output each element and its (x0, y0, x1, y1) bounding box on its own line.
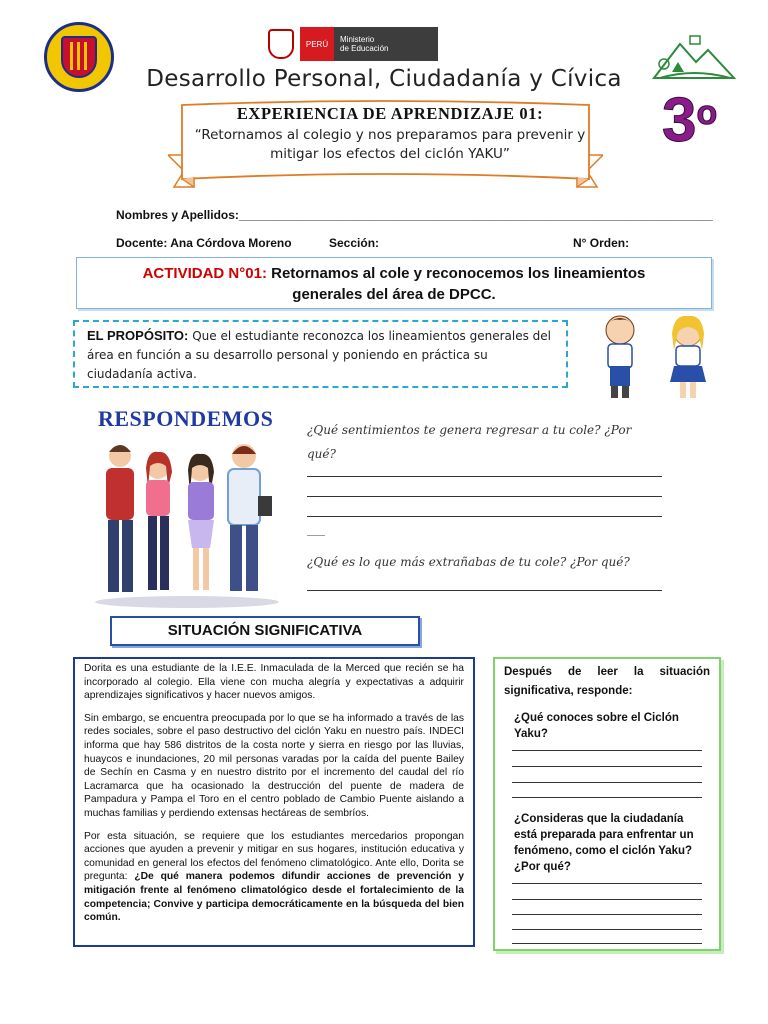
answer-line[interactable] (512, 766, 702, 767)
situation-paragraph-1: Dorita es una estudiante de la I.E.E. Inmaculada de la Merced que recién se ha incorporado al colegio. Ella viene con mucha alegría y expectativas a adquirir aprendizajes significativos y hacer nuevos amigos. (84, 663, 464, 702)
purpose-label: EL PROPÓSITO: (87, 328, 189, 343)
experience-title: EXPERIENCIA DE APRENDIZAJE 01: (236, 104, 544, 123)
teen-group-illustration (92, 436, 282, 608)
activity-label: ACTIVIDAD N°01: (142, 265, 267, 282)
answer-line[interactable] (512, 782, 702, 783)
answer-line[interactable] (307, 476, 662, 477)
answer-line-tail: ___ (307, 522, 325, 536)
peru-shield-icon (268, 29, 294, 59)
students-illustration (584, 310, 729, 402)
ministry-country: PERÚ (300, 27, 334, 61)
answer-line[interactable] (307, 516, 662, 517)
respondemos-heading: RESPONDEMOS (98, 406, 274, 431)
answer-line[interactable] (512, 899, 702, 900)
activity-box (76, 257, 712, 309)
grade-badge: 3$^o$ (662, 86, 718, 155)
section-field[interactable]: Sección: (329, 236, 380, 250)
purpose-box (73, 320, 568, 388)
answer-line[interactable] (512, 750, 702, 751)
experience-header (190, 104, 590, 164)
activity-title-line2: generales del área de DPCC. (292, 286, 496, 303)
situation-paragraph-3: Por esta situación, se requiere que los estudiantes mercedarios propongan acciones que ayuden a prevenir y mitigar en sus hogares, institución educativa y comunidad en general los efectos del fenómeno climatológico. Ante ello, Dorita se pregunta: ¿De qué manera podemos difundir acciones de prevención y mitigación frente al fenómeno climatológico desde el fortalecimiento de la competencia; Convive y participa democráticamente en la búsqueda del bien común. (84, 830, 464, 924)
question-citizen-preparedness: ¿Consideras que la ciudadanía está preparada para enfrentar un fenómeno, como el ciclón Yaku? ¿Por qué? (514, 813, 694, 873)
answer-line[interactable] (307, 496, 662, 497)
situation-paragraph-2: Sin embargo, se encuentra preocupada por lo que se ha informado a través de las redes sociales, sobre el paso destructivo del ciclón Yaku en nuestro país. INDECI informa que hay 586 distritos de la costa norte y sierra en riesgo por las lluvias, huaycos e inundaciones, 20 mil personas varadas por la caída del puente Bailey de Sechín en Casma y en nuestro distrito por el incremento del caudal del río Lacramarca que ha ocasionado la destrucción del puente de madera de Pampadura y Pampa el Toro en el centro poblado de Cambio Puente aislando a muchas familias y perdiendo extensas hectáreas de sembríos. (84, 712, 464, 819)
answer-line[interactable] (307, 590, 662, 591)
question-miss: ¿Qué es lo que más extrañabas de tu cole? ¿Por qué? (307, 555, 630, 569)
answer-line[interactable] (512, 943, 702, 944)
answer-line[interactable] (512, 914, 702, 915)
situation-text-box (73, 657, 475, 947)
activity-title-line1: Retornamos al cole y reconocemos los lineamientos (266, 265, 646, 282)
names-field[interactable]: Nombres y Apellidos:_______________________________________________________________________ (116, 208, 713, 222)
subject-title: Desarrollo Personal, Ciudadanía y Cívica (146, 66, 622, 92)
answer-line[interactable] (512, 797, 702, 798)
order-field[interactable]: N° Orden: (573, 236, 630, 250)
responde-intro: Después de leer la situación significativa, responde: (504, 666, 710, 697)
answer-line[interactable] (512, 883, 702, 884)
responde-box (493, 657, 721, 951)
question-feelings: ¿Qué sentimientos te genera regresar a tu cole? ¿Por qué? (307, 423, 632, 461)
experience-subtitle: “Retornamos al colegio y nos preparamos para prevenir y mitigar los efectos del ciclón YAKU” (194, 127, 586, 162)
teacher-field: Docente: Ana Córdova Moreno (116, 236, 292, 250)
answer-line[interactable] (512, 929, 702, 930)
question-yaku-knowledge: ¿Qué conoces sobre el Ciclón Yaku? (514, 712, 679, 740)
purpose-text: Que el estudiante reconozca los lineamientos generales del área en función a su desarrollo personal y poniendo en práctica su ciudadanía activa. (87, 329, 551, 381)
ministry-name: Ministerio de Educación (334, 27, 438, 61)
ministry-logo (268, 27, 438, 61)
situation-heading: SITUACIÓN SIGNIFICATIVA (110, 616, 420, 646)
